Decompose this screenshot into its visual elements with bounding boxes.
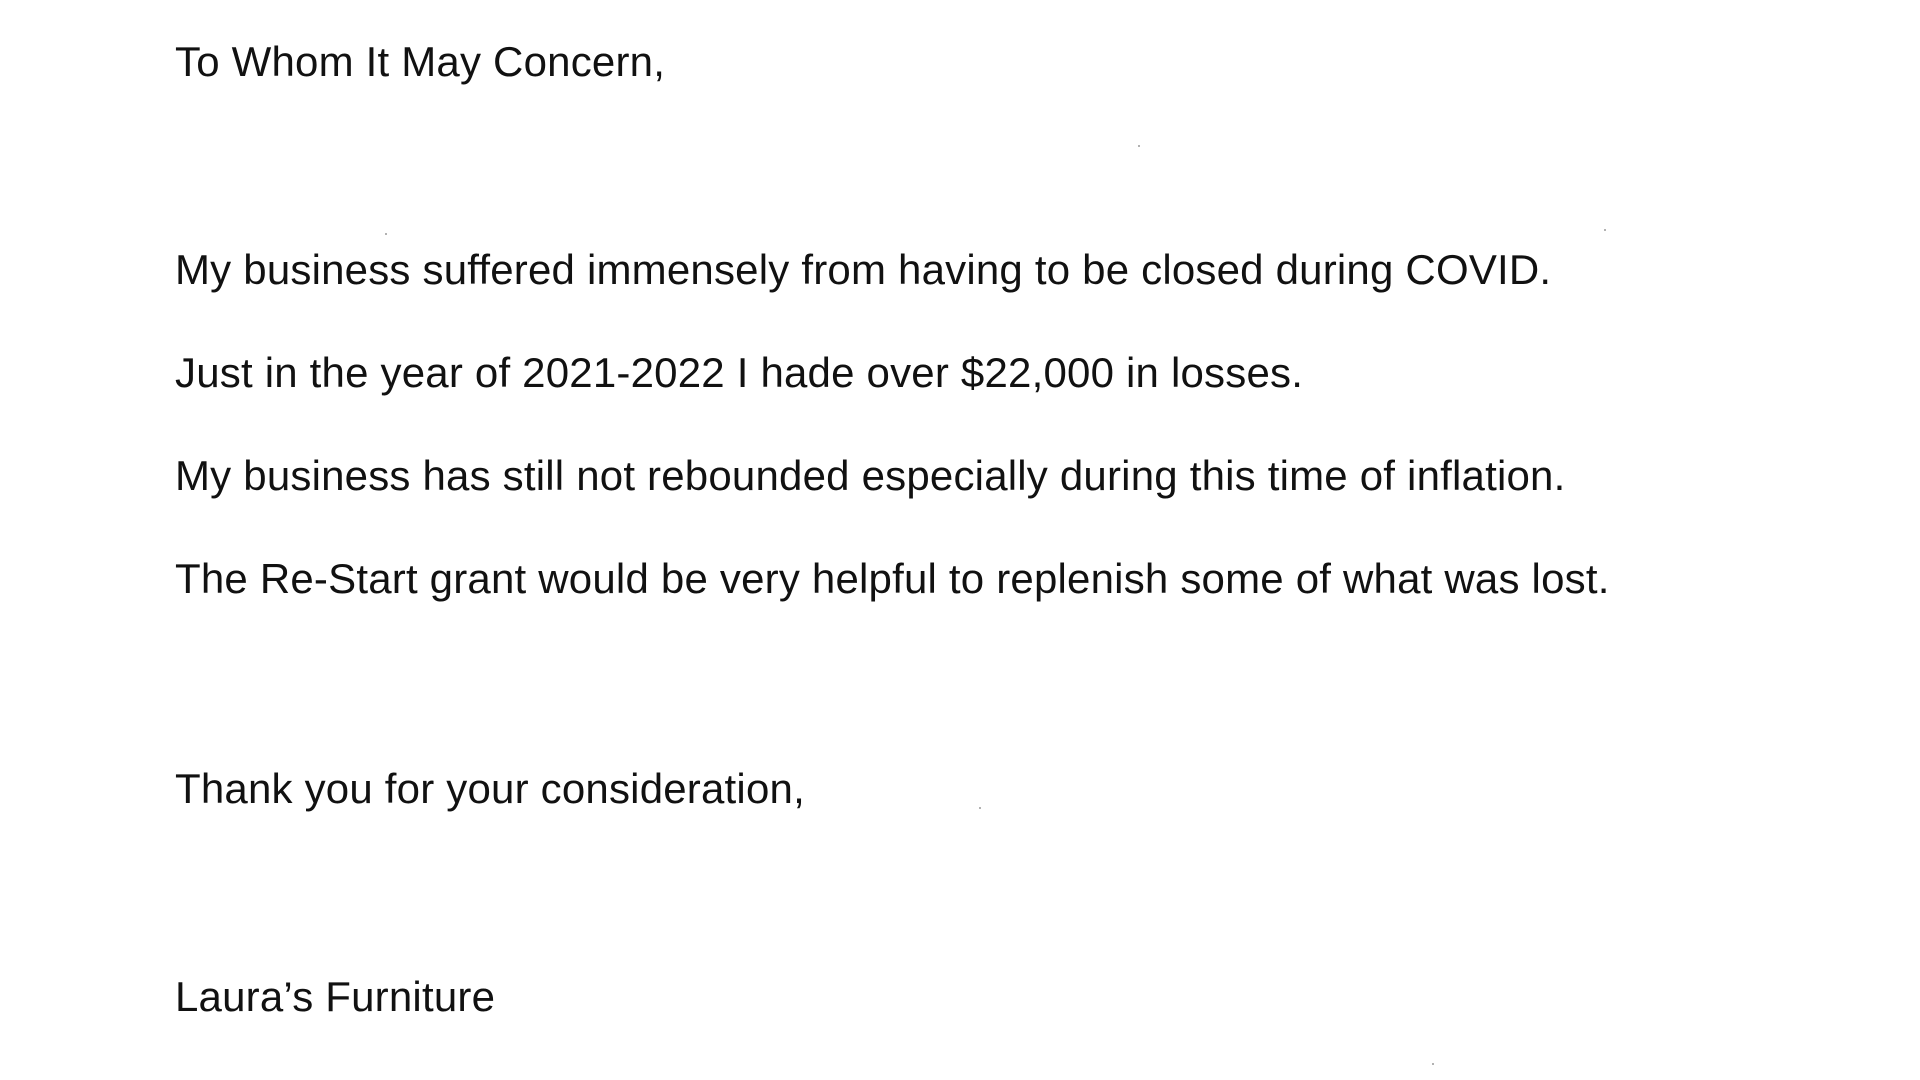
scan-speck <box>1604 229 1606 231</box>
body-line-3: My business has still not rebounded especially during this time of inflation. <box>175 452 1566 499</box>
salutation: To Whom It May Concern, <box>175 38 666 85</box>
body-line-2: Just in the year of 2021-2022 I hade over $22,000 in losses. <box>175 349 1304 396</box>
body-line-1: My business suffered immensely from having to be closed during COVID. <box>175 246 1552 293</box>
closing: Thank you for your consideration, <box>175 765 805 812</box>
signature: Laura’s Furniture <box>175 973 496 1020</box>
scan-speck <box>1432 1063 1434 1065</box>
body-line-4: The Re-Start grant would be very helpful to replenish some of what was lost. <box>175 555 1610 602</box>
scan-speck <box>385 233 387 235</box>
scan-speck <box>1138 145 1140 147</box>
letter-document <box>175 0 1855 1080</box>
scan-speck <box>979 807 981 809</box>
